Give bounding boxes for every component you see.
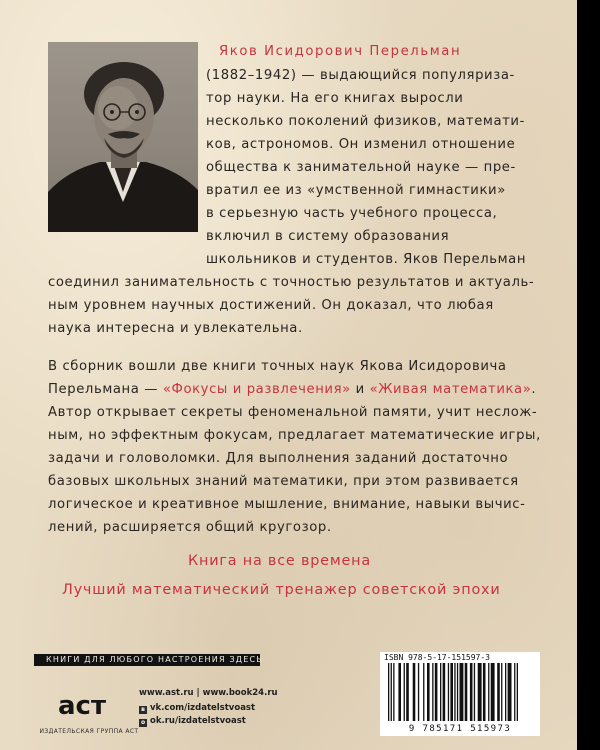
barcode-bar bbox=[478, 663, 482, 721]
collection-line: лений, расширяется общий кругозор. bbox=[48, 520, 332, 535]
author-name: Яков Исидорович Перельман bbox=[219, 44, 462, 59]
collection-line: В сборник вошли две книги точных наук Якова Исидоровича bbox=[48, 359, 507, 374]
barcode-bar bbox=[432, 663, 433, 721]
barcode-bar bbox=[460, 663, 464, 721]
author-portrait bbox=[48, 42, 198, 232]
bio-line: тор науки. На его книгах выросли bbox=[206, 91, 464, 106]
collection-text: Перельмана — bbox=[48, 382, 163, 397]
collection-line: ным, но эффектным фокусам, предлагает математические игры, bbox=[48, 428, 541, 443]
barcode-digits: 9 785171 515973 bbox=[408, 724, 512, 734]
bio-line: ков, астрономов. Он изменил отношение bbox=[206, 137, 516, 152]
barcode bbox=[380, 652, 540, 736]
barcode-bar bbox=[435, 663, 438, 721]
author-portrait-drawing bbox=[48, 42, 198, 232]
barcode-bar bbox=[398, 663, 401, 721]
barcode-bar bbox=[497, 663, 500, 721]
bio-line: общества к занимательной науке — пре- bbox=[206, 160, 516, 175]
collection-text: . bbox=[531, 382, 537, 397]
barcode-bar bbox=[404, 663, 405, 721]
barcode-bar bbox=[393, 663, 394, 721]
book-title-live-math: «Живая математика» bbox=[369, 382, 532, 397]
barcode-bars bbox=[380, 663, 540, 723]
ok-link-text: ok.ru/izdatelstvoast bbox=[150, 716, 246, 726]
ast-logo-text: аст bbox=[58, 691, 107, 721]
barcode-bar bbox=[443, 663, 446, 721]
barcode-bar bbox=[517, 663, 518, 721]
bio-line: (1882–1942) — выдающийся популяриза- bbox=[206, 68, 515, 83]
book-title-tricks: «Фокусы и развлечения» bbox=[162, 382, 351, 397]
collection-line bbox=[48, 379, 536, 402]
bio-line: соединил занимательность с точностью результатов и актуаль- bbox=[48, 275, 535, 290]
promo-strip: КНИГИ ДЛЯ ЛЮБОГО НАСТРОЕНИЯ ЗДЕСЬ bbox=[34, 654, 260, 666]
ast-logo-caption: ИЗДАТЕЛЬСКАЯ ГРУППА АСТ bbox=[39, 728, 139, 735]
barcode-bar bbox=[505, 663, 506, 721]
barcode-bar bbox=[457, 663, 458, 721]
bio-line: наука интересна и увлекательна. bbox=[48, 321, 303, 336]
collection-line: базовых школьных знаний математики, при этом развивается bbox=[48, 474, 519, 489]
vk-link-text: vk.com/izdatelstvoast bbox=[150, 703, 256, 713]
tagline-all-times: Книга на все времена bbox=[188, 553, 371, 569]
site-links[interactable]: www.ast.ru | www.book24.ru bbox=[139, 688, 278, 698]
bio-line: вратил ее из «умственной гимнастики» bbox=[206, 183, 506, 198]
ok-icon: о bbox=[140, 719, 146, 726]
barcode-bar bbox=[491, 663, 495, 721]
ast-logo-mark bbox=[56, 680, 112, 724]
collection-line: Автор открывает секреты феноменальной памяти, учит неслож- bbox=[48, 405, 538, 420]
barcode-bar bbox=[514, 663, 515, 721]
barcode-bar bbox=[470, 663, 473, 721]
barcode-bar bbox=[391, 663, 392, 721]
bio-line: включил в систему образования bbox=[206, 229, 450, 244]
barcode-bar bbox=[450, 663, 453, 721]
barcode-bar bbox=[488, 663, 489, 721]
barcode-bar bbox=[423, 663, 424, 721]
barcode-bar bbox=[483, 663, 486, 721]
vk-link[interactable] bbox=[139, 703, 255, 714]
barcode-bar bbox=[508, 663, 512, 721]
bio-line: школьников и студентов. Яков Перельман bbox=[206, 252, 527, 267]
bio-line: в серьезную часть учебного процесса, bbox=[206, 206, 498, 221]
barcode-bar bbox=[454, 663, 455, 721]
bio-line: ным уровнем научных достижений. Он доказал, что любая bbox=[48, 298, 494, 313]
ok-link[interactable] bbox=[139, 716, 246, 727]
tagline-trainer: Лучший математический тренажер советской эпохи bbox=[62, 582, 501, 598]
barcode-bar bbox=[448, 663, 449, 721]
bio-line: несколько поколений физиков, математи- bbox=[206, 114, 525, 129]
barcode-bar bbox=[440, 663, 441, 721]
barcode-bar bbox=[413, 663, 416, 721]
vk-icon: в bbox=[139, 706, 147, 714]
barcode-bar bbox=[388, 663, 389, 721]
collection-line: логическое и креативное мышление, внимание, навыки вычис- bbox=[48, 497, 526, 512]
barcode-bar bbox=[418, 663, 419, 721]
barcode-bar bbox=[427, 663, 430, 721]
isbn-label: ISBN 978-5-17-151597-3 bbox=[384, 653, 490, 662]
collection-text: и bbox=[350, 382, 370, 397]
barcode-bar bbox=[474, 663, 475, 721]
barcode-bar bbox=[501, 663, 502, 721]
barcode-bar bbox=[406, 663, 409, 721]
ast-logo bbox=[56, 680, 112, 724]
barcode-bar bbox=[465, 663, 468, 721]
collection-line: задачи и головоломки. Для выполнения заданий достаточно bbox=[48, 451, 509, 466]
